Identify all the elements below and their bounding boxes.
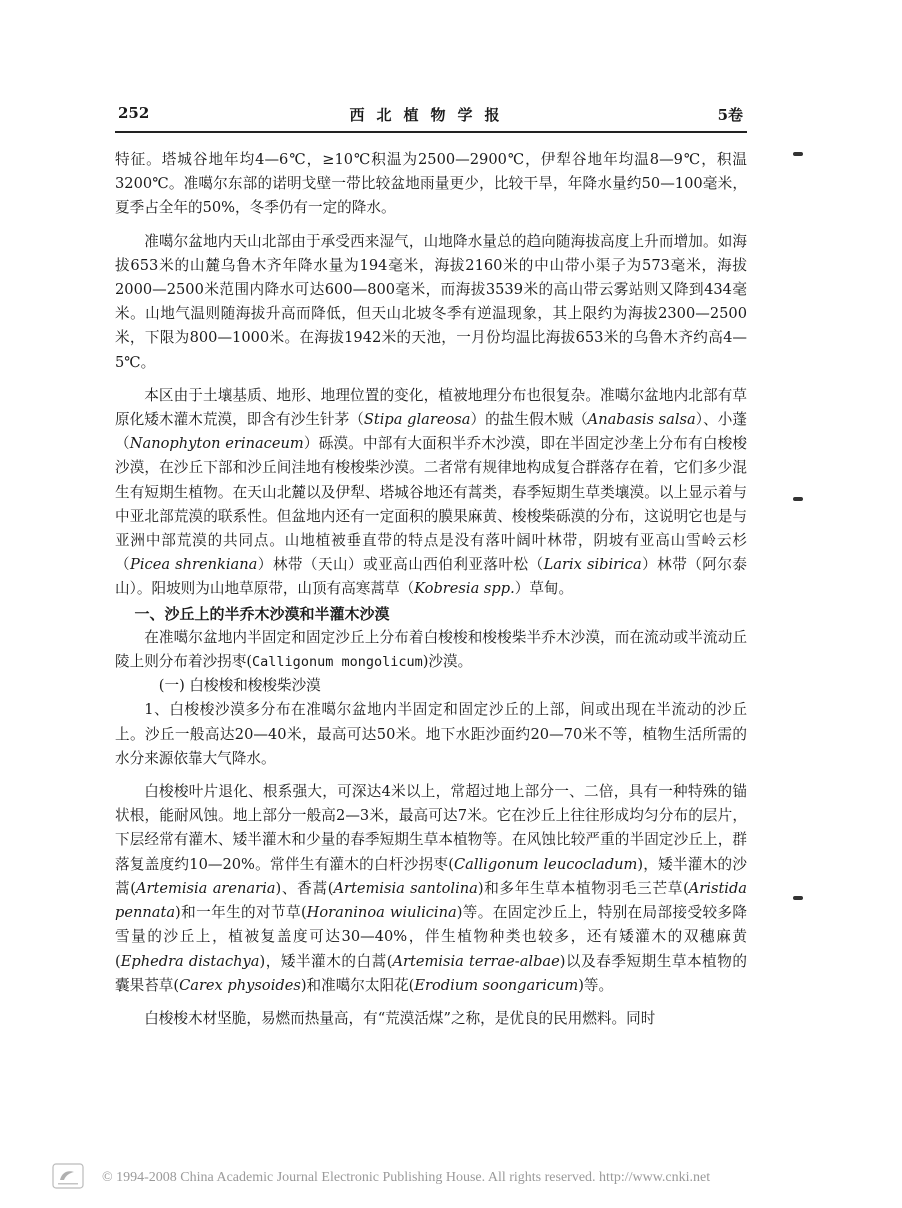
latin-name: Picea shrenkiana (130, 556, 258, 574)
latin-name: Artemisia santolina (333, 879, 478, 897)
copyright-text: © 1994-2008 China Academic Journal Electronic Publishing House. All rights reserved. http://www.cnki.net (102, 1170, 711, 1185)
paragraph-fuel: 白梭梭木材坚脆，易燃而热量高，有“荒漠活煤”之称，是优良的民用燃料。同时 (144, 1009, 656, 1027)
header-rule (115, 131, 747, 133)
margin-mark (793, 497, 803, 501)
paragraph-white-saxaul: 1、白梭梭沙漠多分布在准噶尔盆地内半固定和固定沙丘的上部，间或出现在半流动的沙丘上。沙丘一般高达20—40米，最高可达50米。地下水距沙面约20—70米不等，植物生活所需的水分来源依靠大气降水。 (115, 701, 747, 767)
article-body (115, 148, 747, 1031)
latin-name: Ephedra distachya (120, 952, 260, 970)
latin-name: Artemisia arenaria (136, 879, 276, 897)
latin-name: Carex physoides (179, 976, 301, 994)
paragraph-vegetation: 本区由于土壤基质、地形、地理位置的变化，植被地理分布也很复杂。准噶尔盆地内北部有草原化矮木灌木荒漠，即含有沙生针茅（Stipa glareosa）的盐生假木贼（Anabasis salsa）、小蓬（Nanophyton erinaceum）砾漠。中部有大面积半乔木沙漠，即在半固定沙垄上分布有白梭梭沙漠，在沙丘下部和沙丘间洼地有梭梭柴沙漠。二者常有规律地构成复合群落存在着，它们多少混生有短期生植物。在天山北麓以及伊犁、塔城谷地还有蒿类，春季短期生草类壤漠。以上显示着与中亚北部荒漠的联系性。但盆地内还有一定面积的膜果麻黄、梭梭柴砾漠的分布，这说明它也是与亚洲中部荒漠的共同点。山地植被垂直带的特点是没有落叶阔叶林带，阴坡有亚高山雪岭云杉（Picea shrenkiana）林带（天山）或亚高山西伯利亚落叶松（Larix sibirica）林带（阿尔泰山）。阳坡则为山地草原带，山顶有高寒蒿草（Kobresia spp.）草甸。 (115, 386, 747, 598)
page-header (118, 104, 743, 126)
latin-name: Aristida pennata (115, 879, 748, 922)
page-number: 252 (118, 104, 150, 122)
latin-name: Erodium soongaricum (414, 976, 579, 994)
section-heading: 一、沙丘上的半乔木沙漠和半灌木沙漠 (134, 604, 390, 623)
latin-name: Nanophyton erinaceum (129, 435, 304, 453)
cnki-logo-icon (52, 1163, 84, 1189)
latin-name: Larix sibirica (543, 556, 642, 574)
latin-name: Anabasis salsa (587, 411, 696, 429)
latin-name: Kobresia spp. (414, 580, 515, 598)
paragraph-section-intro: 在准噶尔盆地内半固定和固定沙丘上分布着白梭梭和梭梭柴半乔木沙漠，而在流动或半流动丘陵上则分布着沙拐枣(Calligonum mongolicum)沙漠。 (115, 628, 747, 671)
margin-mark (793, 152, 803, 156)
paragraph-precipitation: 准噶尔盆地内天山北部由于承受西来湿气，山地降水量总的趋向随海拔高度上升而增加。如海拔653米的山麓乌鲁木齐年降水量为194毫米，海拔2160米的中山带小渠子为573毫米，海拔2000—2500米范围内降水可达600—800毫米，而海拔3539米的高山带云雾站则又降到434毫米。山地气温则随海拔升高而降低，但天山北坡冬季有逆温现象，其上限约为海拔2300—2500米，下限为800—1000米。在海拔1942米的天池，一月份均温比海拔653米的乌鲁木齐约高4—5℃。 (115, 232, 747, 371)
latin-name: Calligonum leucocladum (453, 855, 638, 873)
paragraph-climate: 特征。塔城谷地年均4—6℃，≥10℃积温为2500—2900℃，伊犁谷地年均温8—9℃，积温3200℃。准噶尔东部的诺明戈壁一带比较盆地雨量更少，比较干旱，年降水量约50—100毫米，夏季占全年的50%，冬季仍有一定的降水。 (115, 151, 747, 217)
margin-mark (793, 896, 803, 900)
subsection-heading: (一) 白梭梭和梭梭柴沙漠 (158, 677, 321, 695)
paragraph-white-saxaul-ecology: 白梭梭叶片退化、根系强大，可深达4米以上，常超过地上部分一、二倍，具有一种特殊的锚状根，能耐风蚀。地上部分一般高2—3米，最高可达7米。它在沙丘上往往形成均匀分布的层片，下层经常有灌木、矮半灌木和少量的春季短期生草本植物等。在风蚀比较严重的半固定沙丘上，群落复盖度约10—20%。常伴生有灌木的白杆沙拐枣(Calligonum leucocladum)，矮半灌木的沙蒿(Artemisia arenaria)、香蒿(Artemisia santolina)和多年生草本植物羽毛三芒草(Aristida pennata)和一年生的对节草(Horaninoa wiulicina)等。在固定沙丘上，特别在局部接受较多降雪量的沙丘上，植被复盖度可达30—40%，伴生植物种类也较多，还有矮灌木的双穗麻黄(Ephedra distachya)，矮半灌木的白蒿(Artemisia terrae-albae)以及春季短期生草本植物的囊果苔草(Carex physoides)和准噶尔太阳花(Erodium soongaricum)等。 (115, 783, 748, 994)
volume-label: 5卷 (717, 106, 743, 124)
page-footer (52, 1163, 812, 1195)
latin-name: Stipa glareosa (363, 411, 471, 429)
latin-name: Horaninoa wiulicina (306, 904, 457, 922)
latin-name: Artemisia terrae-albae (392, 952, 560, 970)
latin-name: Calligonum mongolicum (252, 654, 423, 671)
journal-title: 西北植物学报 (349, 106, 512, 124)
